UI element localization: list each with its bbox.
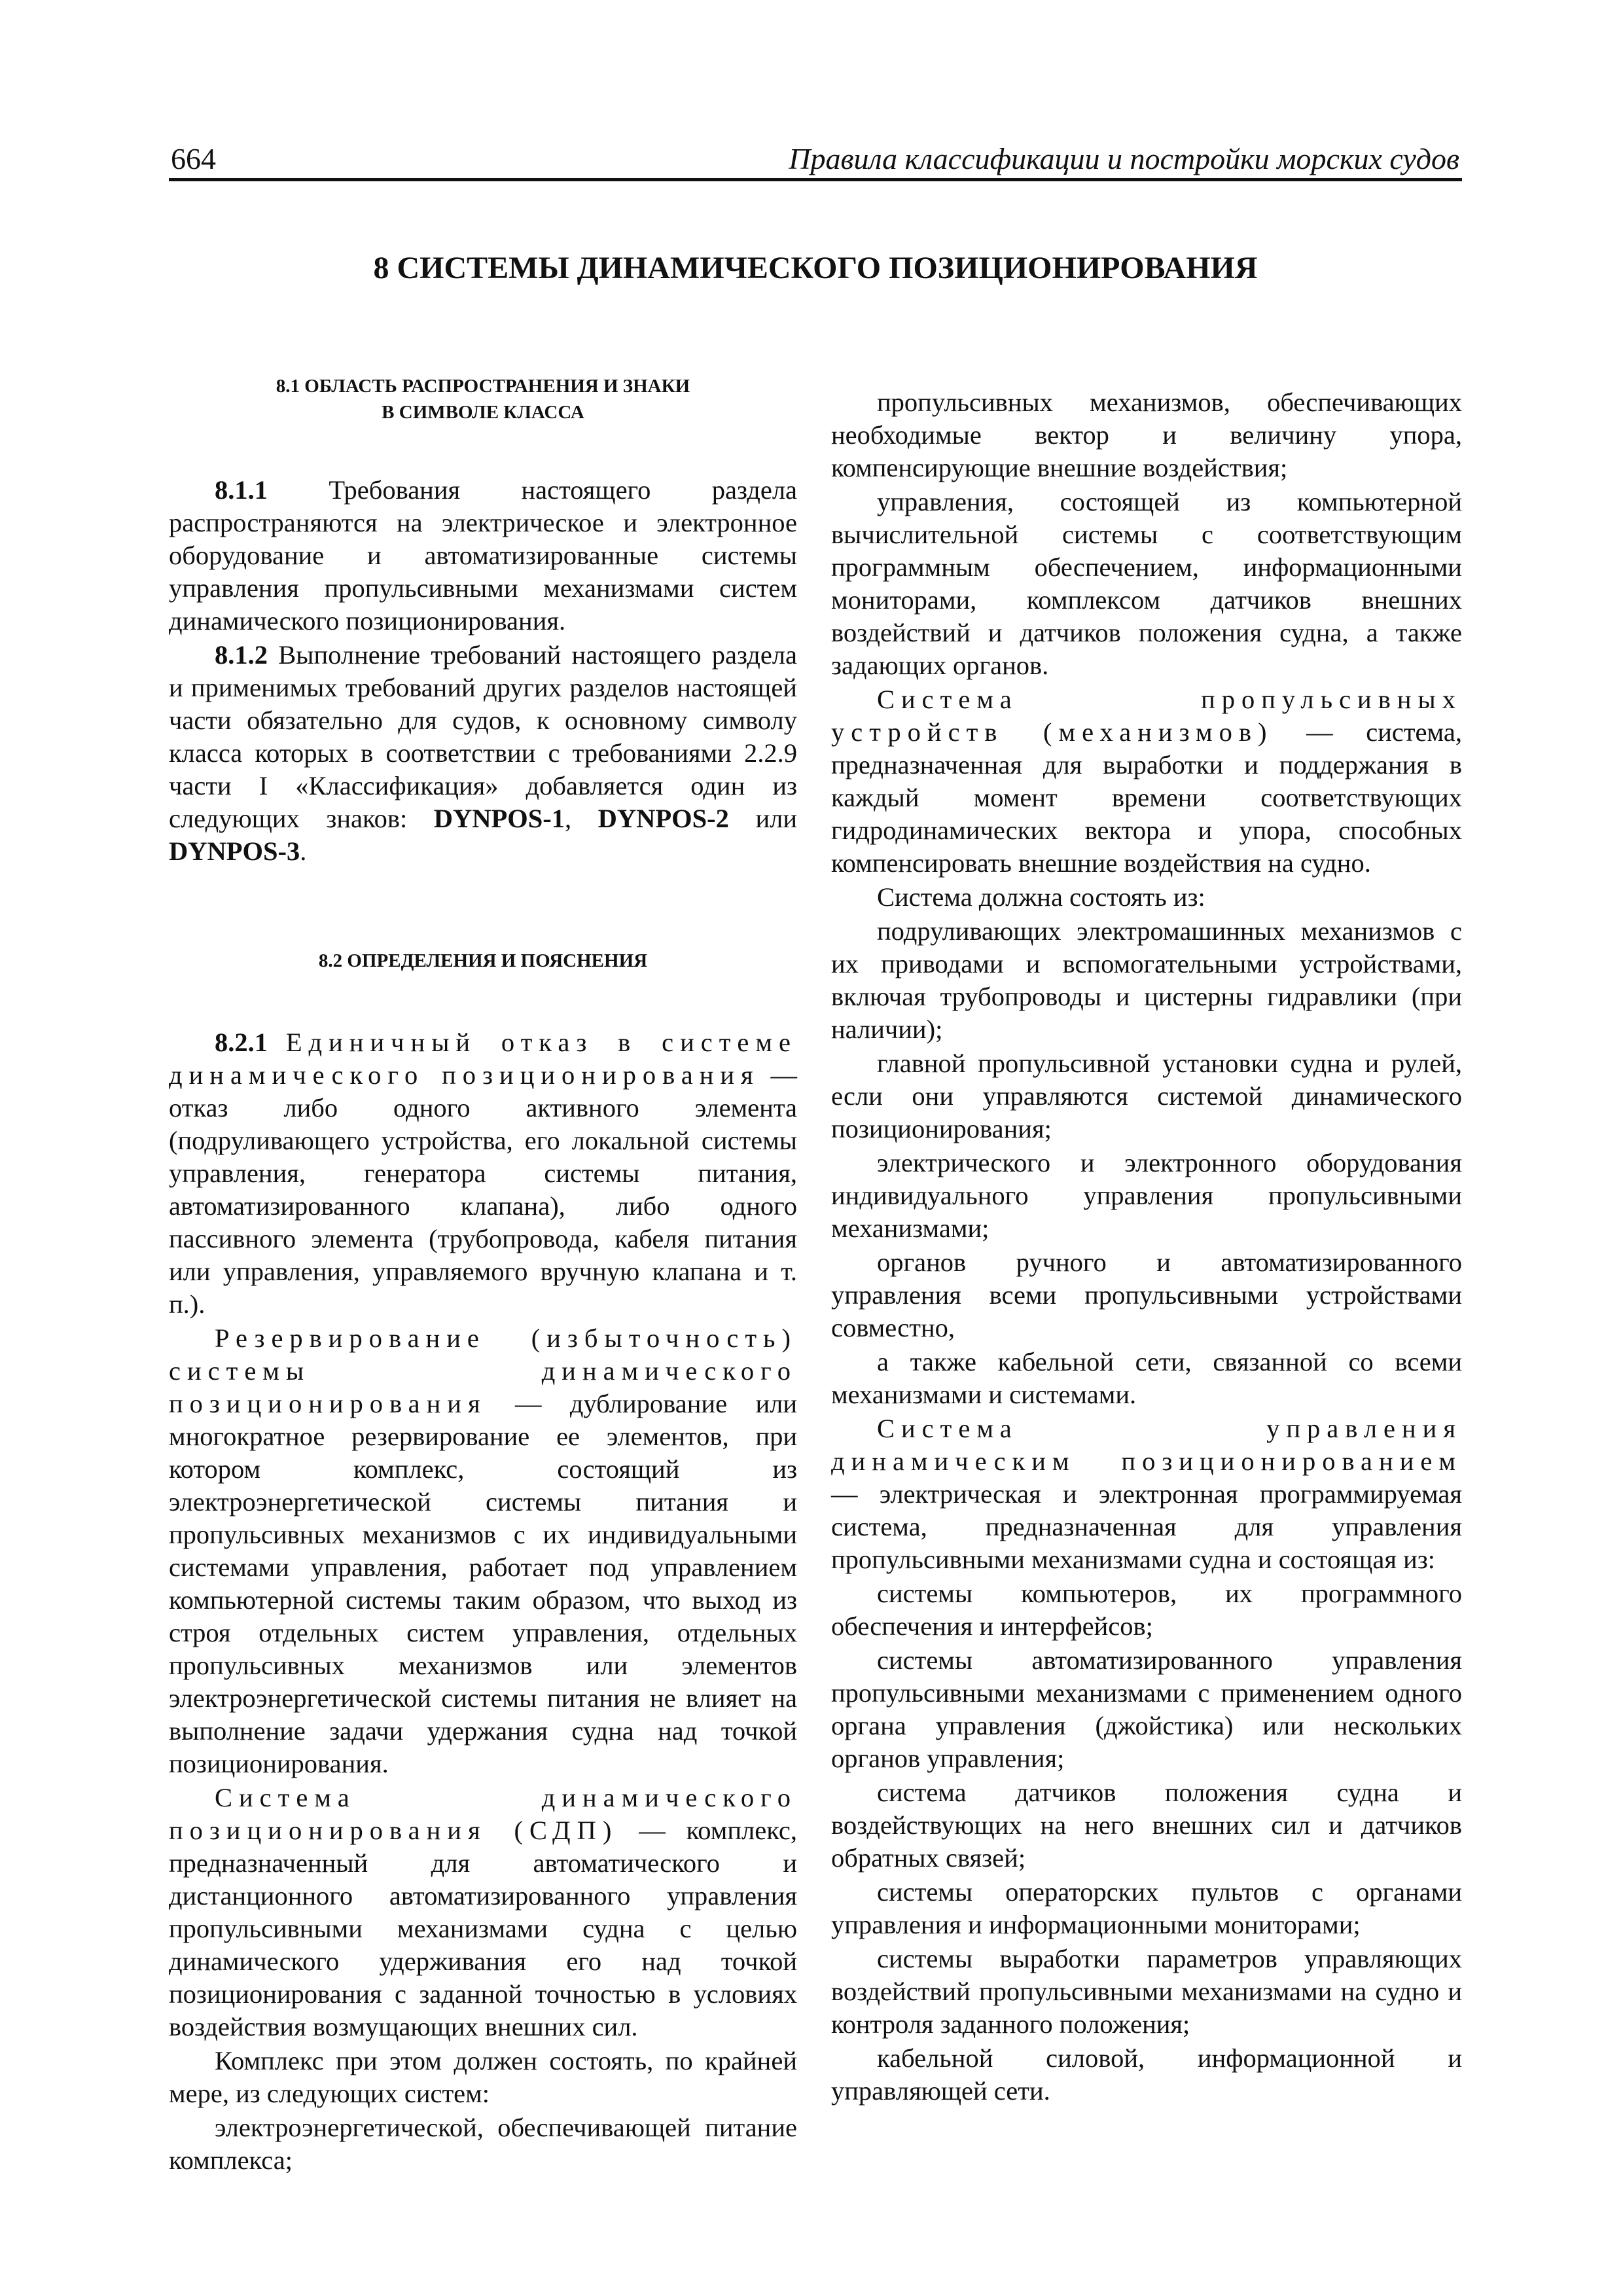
- clause-8-1-1: [169, 474, 797, 637]
- clause-text: Требования настоящего раздела распространяются на электрическое и электронное оборудование и автоматизированные системы управления пропульсивными механизмами систем динамического позиционирования.: [169, 475, 798, 636]
- clause-number: 8.1.2: [215, 640, 268, 670]
- definition-paragraph-dp-control: [831, 1412, 1462, 1576]
- list-item: подруливающих электромашинных механизмов с их приводами и вспомогательными устройствами, включая трубопроводы и цистерны гидравлики (при наличии);: [831, 916, 1462, 1044]
- running-title: Правила классификации и постройки морских судов: [789, 142, 1459, 175]
- definition-paragraph-propulsion-system: [831, 683, 1462, 880]
- list-item: системы выработки параметров управляющих воздействий пропульсивными механизмами на судно и контроля заданного положения;: [831, 1944, 1462, 2039]
- system-item-control: управления, состоящей из компьютерной вычислительной системы с соответствующим программным обеспечением, информационными мониторами, комплексом датчиков внешних воздействий и датчиков положения судна, а также задающих органов.: [831, 487, 1462, 680]
- class-mark-dynpos-3: DYNPOS-3: [169, 836, 300, 866]
- list-item: органов ручного и автоматизированного управления всеми пропульсивными устройствами совместно,: [831, 1247, 1462, 1342]
- section-heading-8-1: [169, 373, 797, 425]
- class-mark-dynpos-2: DYNPOS-2: [597, 804, 729, 833]
- definition-propulsion-system: — система, предназначенная для выработки и поддержания в каждый момент времени соответствующих гидродинамических вектора и упора, способных компенсировать внешние воздействия на судно.: [831, 717, 1462, 878]
- clause-number: 8.1.1: [215, 475, 268, 505]
- list-item: главной пропульсивной установки судна и рулей, если они управляются системой динамического позиционирования;: [831, 1049, 1462, 1143]
- page-number: 664: [171, 142, 216, 175]
- definition-dp-system: — комплекс, предназначенный для автоматического и дистанционного автоматизированного управления пропульсивными механизмами судна с целью динамического удерживания его над точкой позиционирования с заданной точностью в условиях воздействия возмущающих внешних сил.: [169, 1816, 797, 2041]
- clause-number: 8.2.1: [215, 1028, 268, 1057]
- term-single-failure: Единичный отказ в системе динамического позиционирования: [169, 1028, 798, 1090]
- complex-intro: Комплекс при этом должен состоять, по крайней мере, из следующих систем:: [169, 2046, 797, 2108]
- section-heading-8-2: 8.2 ОПРЕДЕЛЕНИЯ И ПОЯСНЕНИЯ: [318, 950, 648, 971]
- separator: ,: [565, 804, 598, 833]
- clause-8-2-1: [169, 1026, 797, 1321]
- definition-paragraph-redundancy: [169, 1322, 797, 1780]
- term-propulsion-system: Система пропульсивных устройств (механизмов): [831, 685, 1462, 747]
- term-redundancy: Резервирование (избыточность) системы динамического позиционирования: [169, 1323, 797, 1418]
- clause-8-1-2: [169, 639, 797, 868]
- list-item: электрического и электронного оборудования индивидуального управления пропульсивными механизмами;: [831, 1148, 1462, 1243]
- left-column: [169, 367, 797, 2178]
- chapter-title: 8 СИСТЕМЫ ДИНАМИЧЕСКОГО ПОЗИЦИОНИРОВАНИЯ: [373, 251, 1258, 285]
- list-item: системы автоматизированного управления пропульсивными механизмами с применением одного органа управления (джойстика) или нескольких органов управления;: [831, 1645, 1462, 1773]
- list-item: кабельной силовой, информационной и управляющей сети.: [831, 2043, 1462, 2106]
- separator: или: [728, 804, 797, 833]
- system-item-power: электроэнергетической, обеспечивающей питание комплекса;: [169, 2113, 797, 2175]
- definition-single-failure: — отказ либо одного активного элемента (подруливающего устройства, его локальной системы управления, генератора системы питания, автоматизированного клапана), либо одного пассивного элемента (трубопровода, кабеля питания или управления, управляемого вручную клапана и т. п.).: [169, 1060, 797, 1319]
- system-item-propulsion: пропульсивных механизмов, обеспечивающих необходимые вектор и величину упора, компенсирующие внешние воздействия;: [831, 387, 1462, 482]
- list-item: система датчиков положения судна и воздействующих на него внешних сил и датчиков обратных связей;: [831, 1778, 1462, 1873]
- term-dp-control: Система управления динамическим позиционированием: [831, 1414, 1462, 1476]
- list-item: системы операторских пультов с органами управления и информационными мониторами;: [831, 1877, 1462, 1939]
- class-mark-dynpos-1: DYNPOS-1: [433, 804, 565, 833]
- list-item: а также кабельной сети, связанной со всеми механизмами и системами.: [831, 1347, 1462, 1409]
- clause-text: Выполнение требований настоящего раздела и применимых требований других разделов настоящей части обязательно для судов, к основному символу класса которых в соответствии с требованиями 2.2.9 части I «Классификация» добавляется один из следующих знаков:: [169, 640, 797, 833]
- period: .: [300, 836, 307, 866]
- right-column: [831, 386, 1462, 2109]
- header-rule: [169, 178, 1462, 181]
- term-dp-system: Система динамического позиционирования (СДП): [169, 1783, 797, 1845]
- definition-dp-control: — электрическая и электронная программируемая система, предназначенная для управления пропульсивными механизмами судна и состоящая из:: [831, 1479, 1462, 1574]
- definition-paragraph-dp-system: [169, 1782, 797, 2043]
- list-item: системы компьютеров, их программного обеспечения и интерфейсов;: [831, 1579, 1462, 1641]
- definition-redundancy: — дублирование или многократное резервирование ее элементов, при котором комплекс, состоящий из электроэнергетической системы питания и пропульсивных механизмов с их индивидуальными системами управления, работает под управлением компьютерной системы таким образом, что выход из строя отдельных систем управления, отдельных пропульсивных механизмов или элементов электроэнергетической системы питания не влияет на выполнение задачи удержания судна над точкой позиционирования.: [169, 1389, 797, 1778]
- system-intro: Система должна состоять из:: [877, 882, 1205, 912]
- section-heading-8-1-line1: 8.1 ОБЛАСТЬ РАСПРОСТРАНЕНИЯ И ЗНАКИ: [276, 376, 690, 397]
- section-heading-8-1-line2: В СИМВОЛЕ КЛАССА: [382, 402, 584, 423]
